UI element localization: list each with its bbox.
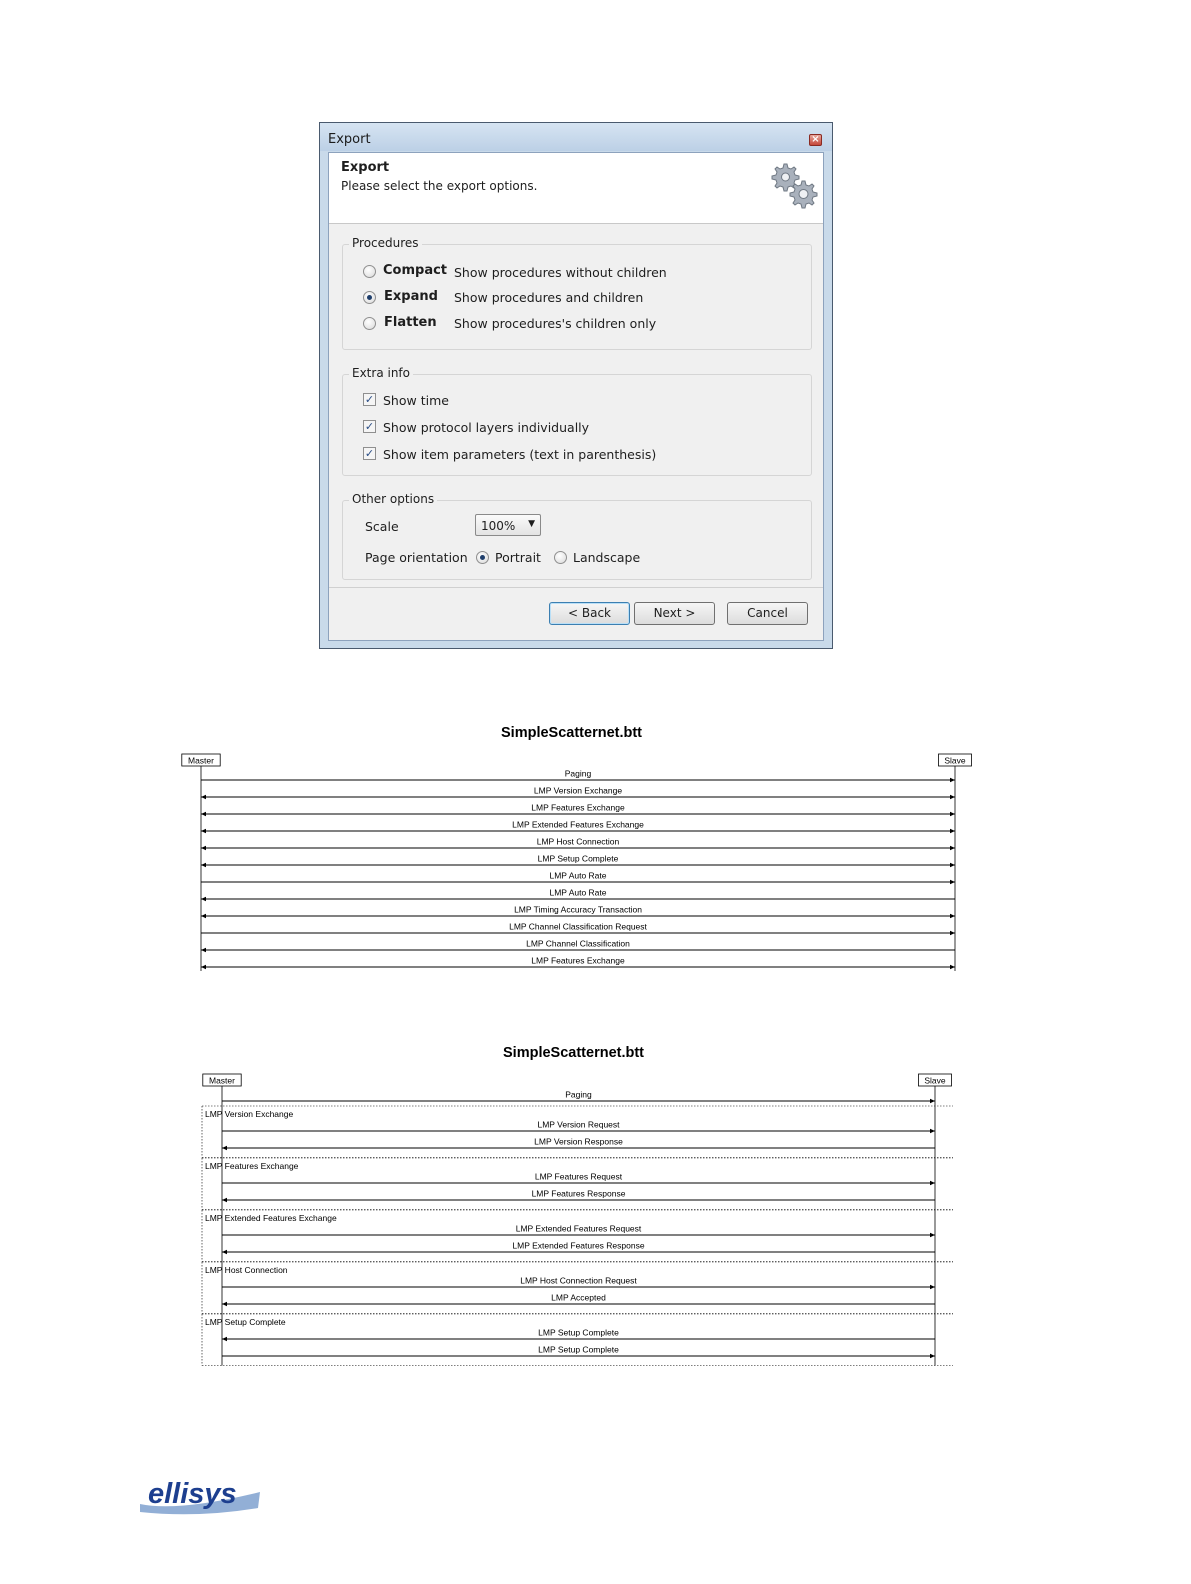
chevron-down-icon: ▼ xyxy=(528,519,535,529)
show-protocol-layers-label[interactable]: Show protocol layers individually xyxy=(383,420,590,435)
arrowhead-left-d1-2 xyxy=(201,812,206,816)
diagram1-title: SimpleScatternet.btt xyxy=(501,725,642,741)
arrowhead-left-d1-5 xyxy=(201,863,206,867)
arrowhead-right-d1-9 xyxy=(950,931,955,935)
dialog-title: Export xyxy=(328,132,371,147)
message-label-d2-8: LMP Setup Complete xyxy=(538,1327,619,1338)
message-label-d2-0: LMP Version Request xyxy=(537,1119,620,1130)
scale-dropdown[interactable] xyxy=(475,514,541,536)
show-time-label[interactable]: Show time xyxy=(383,393,449,408)
group-name-2: LMP Extended Features Exchange xyxy=(205,1213,337,1223)
message-label-d1-4: LMP Host Connection xyxy=(536,836,620,847)
arrowhead-right-d1-0 xyxy=(950,778,955,782)
group-name-1: LMP Features Exchange xyxy=(205,1161,299,1171)
message-label-d2-2: LMP Features Request xyxy=(534,1171,623,1182)
export-dialog xyxy=(319,122,833,649)
scale-value: 100% xyxy=(481,519,516,533)
arrowhead-right-d2-9 xyxy=(930,1354,935,1358)
diagram1-sequence xyxy=(180,748,980,978)
master-label: Master xyxy=(209,1075,235,1086)
message-label-d2-5: LMP Extended Features Response xyxy=(512,1240,645,1251)
portrait-label[interactable]: Portrait xyxy=(495,550,541,565)
message-label-d1-11: LMP Features Exchange xyxy=(531,955,625,966)
show-item-parameters-label[interactable]: Show item parameters (text in parenthesis) xyxy=(383,447,657,462)
footer-separator xyxy=(329,587,823,588)
arrowhead-left-d2-1 xyxy=(222,1146,227,1150)
message-label-d1-2: LMP Features Exchange xyxy=(531,802,625,813)
message-label-d1-10: LMP Channel Classification xyxy=(526,938,630,949)
message-label-d1-0: Paging xyxy=(564,768,592,779)
message-label-d2-6: LMP Host Connection Request xyxy=(520,1275,637,1286)
next-button[interactable]: Next > xyxy=(634,602,715,625)
group-name-0: LMP Version Exchange xyxy=(205,1109,294,1119)
arrowhead-right-d2-6 xyxy=(930,1285,935,1289)
show-time-checkbox[interactable]: ✓ xyxy=(364,393,375,406)
message-label-d2-3: LMP Features Response xyxy=(531,1188,626,1199)
extra-info-group-title: Extra info xyxy=(349,366,413,380)
message-label-d2-first: Paging xyxy=(565,1089,592,1100)
compact-description: Show procedures without children xyxy=(454,265,667,280)
cancel-button[interactable]: Cancel xyxy=(727,602,808,625)
arrowhead-right-d1-8 xyxy=(950,914,955,918)
procedures-group-title: Procedures xyxy=(349,236,422,250)
arrowhead-left-d1-10 xyxy=(201,948,206,952)
arrowhead-left-d2-5 xyxy=(222,1250,227,1254)
diagram2-sequence xyxy=(195,1068,965,1368)
arrowhead-right-d1-11 xyxy=(950,965,955,969)
arrowhead-right-d2-4 xyxy=(930,1233,935,1237)
arrowhead-left-d2-7 xyxy=(222,1302,227,1306)
flatten-label[interactable]: Flatten xyxy=(384,315,437,330)
gears-icon xyxy=(768,161,820,213)
flatten-description: Show procedures's children only xyxy=(454,316,657,331)
landscape-label[interactable]: Landscape xyxy=(573,550,641,565)
portrait-radio[interactable] xyxy=(476,551,489,564)
landscape-radio[interactable] xyxy=(554,551,567,564)
dialog-titlebar[interactable] xyxy=(320,123,832,151)
message-label-d2-7: LMP Accepted xyxy=(551,1292,606,1303)
slave-label: Slave xyxy=(944,755,966,766)
compact-radio[interactable] xyxy=(363,265,376,278)
other-options-group-title: Other options xyxy=(349,492,437,506)
compact-label[interactable]: Compact xyxy=(383,263,448,278)
message-label-d2-9: LMP Setup Complete xyxy=(538,1344,619,1355)
message-label-d1-1: LMP Version Exchange xyxy=(533,785,623,796)
group-name-4: LMP Setup Complete xyxy=(205,1317,286,1327)
arrowhead-left-d1-1 xyxy=(201,795,206,799)
arrowhead-right-d1-5 xyxy=(950,863,955,867)
arrowhead-right-d1-1 xyxy=(950,795,955,799)
arrowhead-right-d1-2 xyxy=(950,812,955,816)
show-item-parameters-checkbox[interactable]: ✓ xyxy=(364,447,375,460)
arrowhead-left-d1-7 xyxy=(201,897,206,901)
arrowhead-left-d1-4 xyxy=(201,846,206,850)
arrowhead-left-d1-8 xyxy=(201,914,206,918)
message-label-d1-6: LMP Auto Rate xyxy=(549,870,607,881)
arrowhead-right-d1-4 xyxy=(950,846,955,850)
message-label-d1-8: LMP Timing Accuracy Transaction xyxy=(514,904,642,915)
message-label-d1-7: LMP Auto Rate xyxy=(549,887,607,898)
message-label-d1-3: LMP Extended Features Exchange xyxy=(512,819,644,830)
message-label-d2-4: LMP Extended Features Request xyxy=(515,1223,642,1234)
logo-text: ellisys xyxy=(148,1478,237,1510)
message-label-d1-9: LMP Channel Classification Request xyxy=(509,921,647,932)
message-label-d1-5: LMP Setup Complete xyxy=(537,853,619,864)
expand-description: Show procedures and children xyxy=(454,290,644,305)
dialog-client-area xyxy=(328,152,824,641)
master-label: Master xyxy=(188,755,214,766)
group-name-3: LMP Host Connection xyxy=(205,1265,288,1275)
header-title: Export xyxy=(341,160,390,175)
ellisys-logo xyxy=(138,1474,262,1516)
arrowhead-left-d2-8 xyxy=(222,1337,227,1341)
arrowhead-left-d1-11 xyxy=(201,965,206,969)
page-orientation-label: Page orientation xyxy=(365,550,468,565)
expand-radio[interactable] xyxy=(363,291,376,304)
arrowhead-left-d1-3 xyxy=(201,829,206,833)
arrowhead-right-d2-2 xyxy=(930,1181,935,1185)
slave-label: Slave xyxy=(924,1075,946,1086)
flatten-radio[interactable] xyxy=(363,317,376,330)
message-label-d2-1: LMP Version Response xyxy=(534,1136,623,1147)
diagram2-title: SimpleScatternet.btt xyxy=(503,1045,644,1061)
back-button[interactable]: < Back xyxy=(549,602,630,625)
arrowhead-right-d1-3 xyxy=(950,829,955,833)
arrowhead-left-d2-3 xyxy=(222,1198,227,1202)
show-protocol-layers-checkbox[interactable]: ✓ xyxy=(364,420,375,433)
expand-label[interactable]: Expand xyxy=(384,289,438,304)
arrowhead-right-d2-first xyxy=(930,1099,935,1103)
arrowhead-right-d2-0 xyxy=(930,1129,935,1133)
dialog-header xyxy=(329,153,823,224)
scale-label: Scale xyxy=(365,519,399,534)
header-subtitle: Please select the export options. xyxy=(341,179,538,193)
other-options-group xyxy=(342,492,812,580)
close-icon[interactable]: × xyxy=(809,134,822,146)
arrowhead-right-d1-6 xyxy=(950,880,955,884)
